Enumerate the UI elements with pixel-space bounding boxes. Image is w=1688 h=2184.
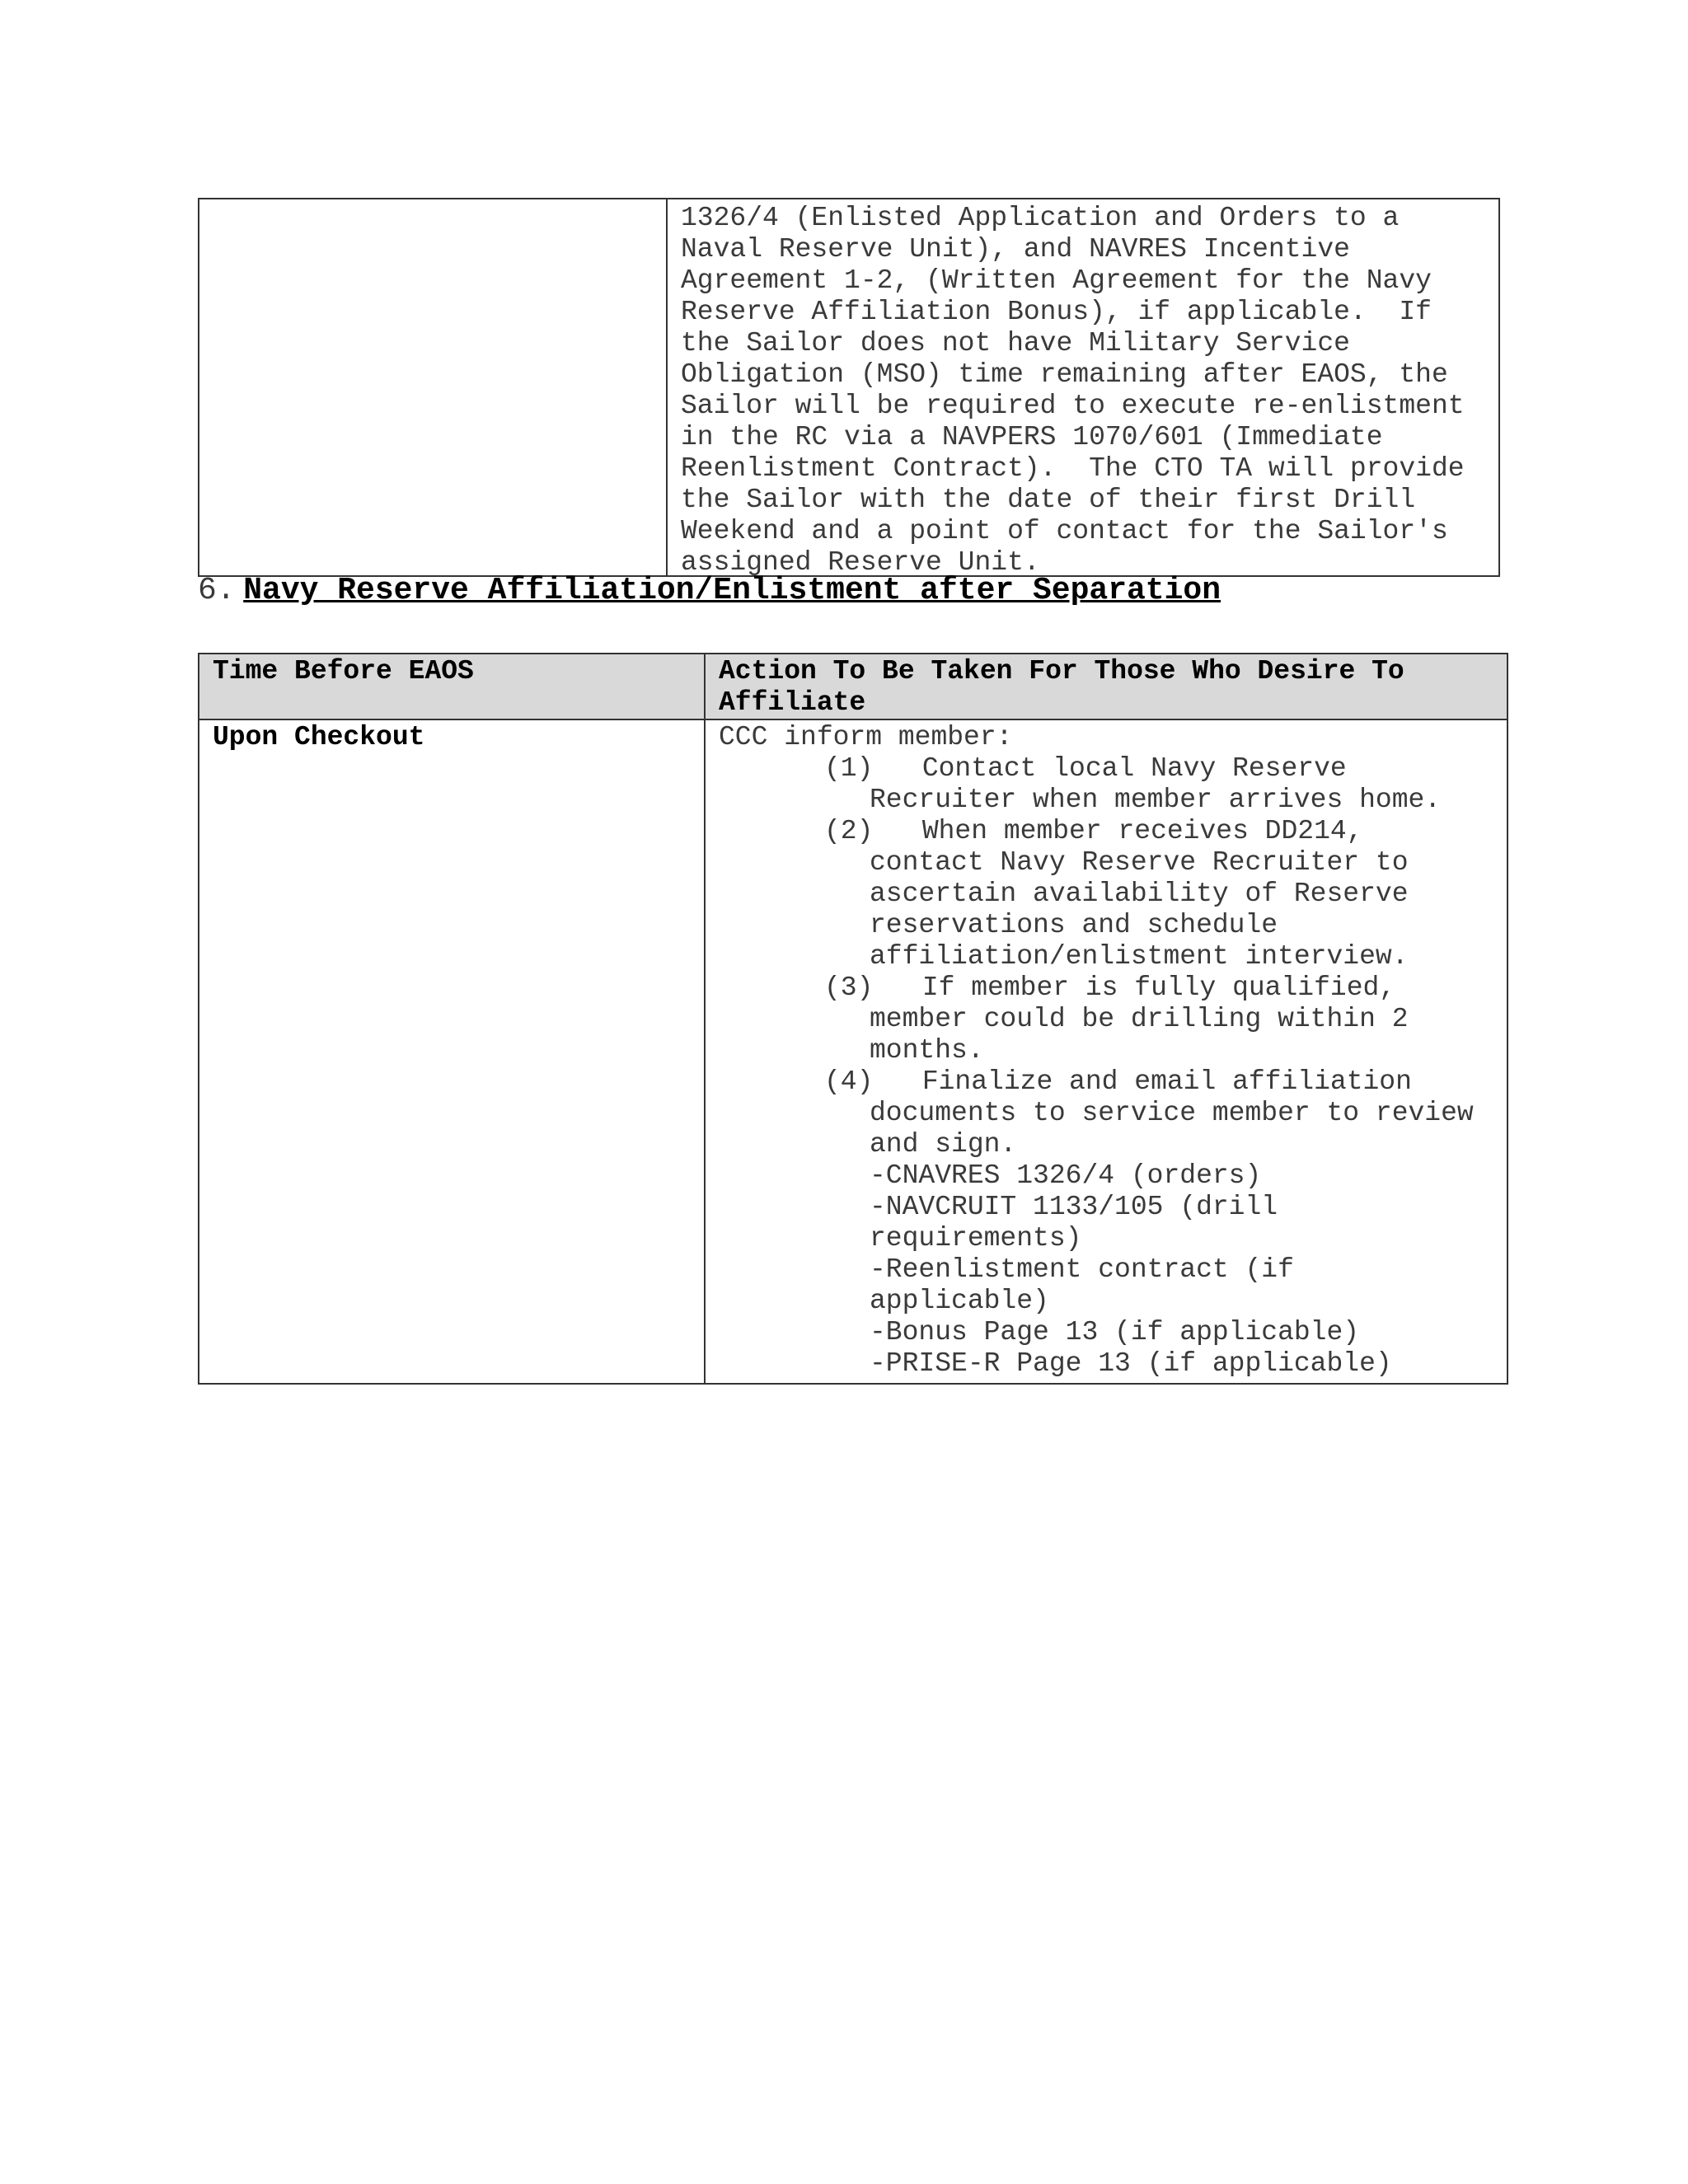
list-item-continuation: contact Navy Reserve Recruiter to bbox=[870, 847, 1409, 878]
list-item-continuation: documents to service member to review bbox=[870, 1098, 1474, 1128]
affiliation-table bbox=[198, 653, 1508, 1385]
continuation-line: in the RC via a NAVPERS 1070/601 (Immediate bbox=[681, 422, 1383, 452]
continuation-line: the Sailor does not have Military Service bbox=[681, 328, 1350, 359]
list-item: (4) Finalize and email affiliation bbox=[824, 1066, 1412, 1097]
list-item-continuation: affiliation/enlistment interview. bbox=[870, 941, 1409, 972]
header-cell-time bbox=[199, 654, 706, 719]
list-item-continuation: -NAVCRUIT 1133/105 (drill bbox=[870, 1192, 1278, 1222]
row-time-label: Upon Checkout bbox=[213, 722, 425, 752]
header-action-label: Affiliate bbox=[719, 687, 866, 718]
list-item-continuation: -CNAVRES 1326/4 (orders) bbox=[870, 1160, 1262, 1191]
table-row bbox=[199, 720, 1507, 1383]
list-item-continuation: reservations and schedule bbox=[870, 910, 1278, 940]
list-item-continuation: months. bbox=[870, 1035, 984, 1066]
continuation-line: Weekend and a point of contact for the Sailor's bbox=[681, 516, 1448, 546]
continuation-line: Sailor will be required to execute re-enlistment bbox=[681, 391, 1465, 421]
list-item-continuation: member could be drilling within 2 bbox=[870, 1004, 1409, 1034]
row-cell-action bbox=[706, 720, 1507, 1383]
list-item-continuation: Recruiter when member arrives home. bbox=[870, 785, 1442, 815]
list-item-continuation: -Bonus Page 13 (if applicable) bbox=[870, 1317, 1360, 1347]
continuation-line: assigned Reserve Unit. bbox=[681, 547, 1040, 578]
header-cell-action bbox=[706, 654, 1507, 719]
header-time-label: Time Before EAOS bbox=[213, 656, 474, 687]
list-item: (1) Contact local Navy Reserve bbox=[824, 753, 1347, 784]
table-header-row bbox=[199, 654, 1507, 720]
continuation-line: Reserve Affiliation Bonus), if applicable. If bbox=[681, 297, 1432, 327]
header-action-label: Action To Be Taken For Those Who Desire To bbox=[719, 656, 1404, 687]
continuation-line: Reenlistment Contract). The CTO TA will provide bbox=[681, 453, 1465, 484]
continuation-right-cell bbox=[668, 199, 1498, 578]
list-item-continuation: requirements) bbox=[870, 1223, 1082, 1254]
list-item-continuation: ascertain availability of Reserve bbox=[870, 879, 1409, 909]
continuation-line: Obligation (MSO) time remaining after EAOS, the bbox=[681, 359, 1448, 390]
section-title: Navy Reserve Affiliation/Enlistment after Separation bbox=[243, 573, 1221, 608]
continuation-table bbox=[198, 198, 1500, 577]
continuation-left-cell bbox=[199, 199, 668, 575]
row-intro: CCC inform member: bbox=[719, 722, 1013, 752]
continuation-line: 1326/4 (Enlisted Application and Orders to a bbox=[681, 203, 1400, 233]
list-item: (2) When member receives DD214, bbox=[824, 816, 1363, 846]
row-cell-time bbox=[199, 720, 706, 1383]
list-item-continuation: -PRISE-R Page 13 (if applicable) bbox=[870, 1348, 1392, 1379]
continuation-line: Agreement 1-2, (Written Agreement for the Navy bbox=[681, 265, 1432, 296]
continuation-line: the Sailor with the date of their first Drill bbox=[681, 485, 1416, 515]
section-number: 6. bbox=[198, 573, 236, 608]
list-item: (3) If member is fully qualified, bbox=[824, 972, 1396, 1003]
list-item-continuation: and sign. bbox=[870, 1129, 1017, 1160]
continuation-line: Naval Reserve Unit), and NAVRES Incentive bbox=[681, 234, 1350, 265]
section-heading bbox=[198, 573, 1221, 614]
list-item-continuation: -Reenlistment contract (if bbox=[870, 1254, 1294, 1285]
list-item-continuation: applicable) bbox=[870, 1286, 1049, 1316]
